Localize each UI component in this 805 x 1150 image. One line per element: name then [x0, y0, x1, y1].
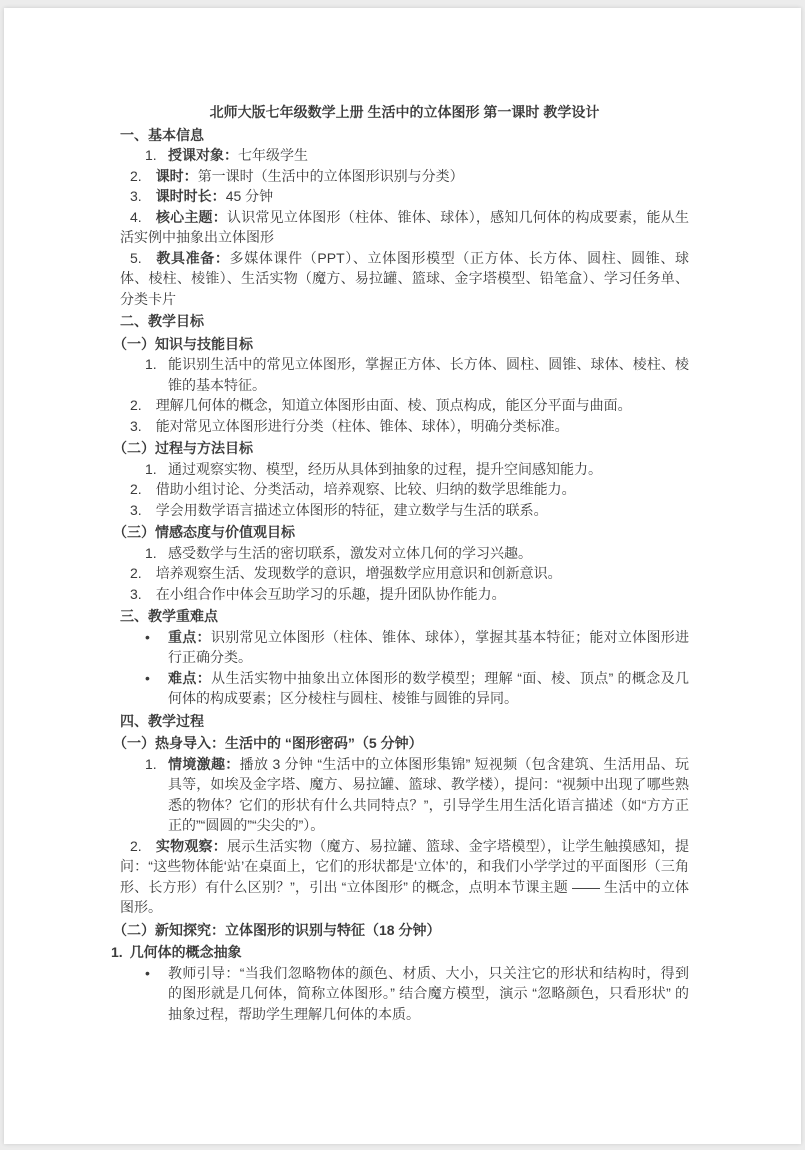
item-label: 课时时长： — [155, 188, 226, 204]
item-text: 识别常见立体图形（柱体、锥体、球体），掌握其基本特征；能对立体图形进行正确分类。 — [168, 628, 690, 665]
section-heading-teaching-process: 四、教学过程 — [120, 712, 204, 729]
subsection-heading-knowledge-skills: （一）知识与技能目标 — [113, 335, 253, 352]
item-marker: 2. — [130, 167, 142, 184]
item-marker: 1. — [145, 147, 157, 163]
list-item-objective — [120, 584, 689, 605]
item-label: 难点： — [168, 669, 212, 686]
list-item-lesson-period — [120, 166, 689, 187]
item-marker: 1. — [145, 544, 157, 561]
item-marker: 2. — [130, 837, 142, 854]
section-heading-basic-info: 一、基本信息 — [120, 126, 204, 143]
item-text: 能对常见立体图形进行分类（柱体、锥体、球体），明确分类标准。 — [155, 417, 569, 434]
item-marker: 5. — [130, 249, 142, 266]
section-heading-objectives: 二、教学目标 — [120, 313, 204, 329]
subsection-heading-process-methods: （二）过程与方法目标 — [113, 440, 253, 456]
item-label: 核心主题： — [155, 208, 227, 225]
item-label: 情境激趣： — [168, 755, 240, 772]
doc-title: 北师大版七年级数学上册 生活中的立体图形 第一课时 教学设计 — [209, 104, 600, 120]
item-marker: 1. — [111, 944, 123, 960]
item-text: 学会用数学语言描述立体图形的特征，建立数学与生活的联系。 — [155, 501, 548, 518]
document-page — [4, 8, 801, 1144]
subsection-heading-new-knowledge: （二）新知探究：立体图形的识别与特征（18 分钟） — [113, 921, 441, 938]
list-item-objective — [120, 479, 689, 500]
subsection-heading-warmup-intro: （一）热身导入：生活中的 “图形密码”（5 分钟） — [113, 735, 423, 751]
item-label: 课时： — [155, 167, 198, 184]
list-item-objective — [120, 500, 689, 521]
item-text: 理解几何体的概念，知道立体图形由面、棱、顶点构成，能区分平面与曲面。 — [155, 397, 632, 413]
list-item-objective — [120, 395, 689, 416]
item-marker: 2. — [130, 565, 142, 581]
item-marker: 1. — [145, 460, 157, 477]
item-label: 授课对象： — [168, 147, 238, 163]
bullet-icon: • — [145, 669, 150, 686]
item-marker: 3. — [130, 501, 142, 518]
list-item-objective — [120, 563, 689, 584]
item-label: 实物观察： — [155, 837, 227, 854]
item-text: 七年级学生 — [238, 147, 308, 163]
list-item-target-audience — [120, 145, 689, 166]
item-text: 播放 3 分钟 “生活中的立体图形集锦” 短视频（包含建筑、生活用品、玩具等，如埃及金字塔、魔方、易拉罐、篮球、教学楼），提问：“视频中出现了哪些熟悉的物体？它们的形状有什么共同特点？”，引导学生用生活化语言描述（如“方方正正的”“圆圆的”“尖尖的”）。 — [168, 755, 689, 833]
bullet-icon: • — [145, 628, 150, 645]
item-text: 在小组合作中体会互助学习的乐趣，提升团队协作能力。 — [155, 585, 506, 602]
list-item-object-observation — [120, 836, 689, 918]
bullet-icon: • — [145, 964, 150, 981]
item-text: 感受数学与生活的密切联系，激发对立体几何的学习兴趣。 — [168, 544, 532, 561]
item-marker: 3. — [130, 585, 142, 602]
item-marker: 1. — [145, 356, 157, 372]
item-marker: 1. — [145, 755, 157, 772]
list-item-teaching-aids — [120, 248, 689, 310]
item-text: 培养观察生活、发现数学的意识，增强数学应用意识和创新意识。 — [155, 565, 562, 581]
item-marker: 3. — [130, 188, 142, 204]
section-heading-key-difficult-points: 三、教学重难点 — [120, 608, 218, 624]
item-text: 展示生活实物（魔方、易拉罐、篮球、金字塔模型），让学生触摸感知，提问：“这些物体能‘站’在桌面上，它们的形状都是‘立体’的，和我们小学学过的平面图形（三角形、长方形）有什么区别？”，引出 “立体图形” 的概念，点明本节课主题 —— 生活中的立体图形。 — [120, 837, 689, 915]
item-text: 通过观察实物、模型，经历从具体到抽象的过程，提升空间感知能力。 — [168, 460, 602, 477]
item-text: 第一课时（生活中的立体图形识别与分类） — [197, 167, 464, 184]
list-item-duration — [120, 186, 689, 207]
item-text: 借助小组讨论、分类活动，培养观察、比较、归纳的数学思维能力。 — [155, 481, 576, 497]
list-item-objective — [120, 543, 689, 564]
bullet-item-key-point — [120, 627, 689, 668]
list-item-objective — [120, 354, 689, 395]
item-marker: 4. — [130, 208, 142, 225]
list-item-core-topic — [120, 207, 689, 248]
item-text: 45 分钟 — [225, 188, 274, 204]
bullet-item-teacher-guidance — [120, 963, 689, 1025]
item-label: 教具准备： — [155, 249, 230, 266]
bullet-item-difficult-point — [120, 668, 689, 709]
list-item-objective — [120, 416, 689, 437]
item-text: 能识别生活中的常见立体图形，掌握正方体、长方体、圆柱、圆锥、球体、棱柱、棱锥的基本特征。 — [168, 356, 689, 393]
item-text: 认识常见立体图形（柱体、锥体、球体），感知几何体的构成要素，能从生活实例中抽象出立体图形 — [120, 208, 689, 245]
item-text: 教师引导：“当我们忽略物体的颜色、材质、大小，只关注它的形状和结构时，得到的图形就是几何体，简称立体图形。” 结合魔方模型，演示 “忽略颜色，只看形状” 的抽象过程，帮助学生理解几何体的本质。 — [168, 964, 689, 1022]
item-text: 多媒体课件（PPT）、立体图形模型（正方体、长方体、圆柱、圆锥、球体、棱柱、棱锥）、生活实物（魔方、易拉罐、篮球、金字塔模型、铅笔盒）、学习任务单、分类卡片 — [120, 249, 690, 307]
subsection-heading-affective-values: （三）情感态度与价值观目标 — [113, 524, 295, 540]
item-marker: 3. — [130, 417, 142, 434]
list-item-scenario-interest — [120, 754, 689, 836]
item-marker: 2. — [130, 397, 142, 413]
numbered-heading-concept-abstraction — [111, 942, 689, 963]
heading-text: 几何体的概念抽象 — [129, 944, 242, 960]
item-label: 重点： — [168, 628, 211, 645]
item-marker: 2. — [130, 481, 142, 497]
list-item-objective — [120, 459, 689, 480]
item-text: 从生活实物中抽象出立体图形的数学模型；理解 “面、棱、顶点” 的概念及几何体的构成要素；区分棱柱与圆柱、棱锥与圆锥的异同。 — [168, 669, 690, 706]
